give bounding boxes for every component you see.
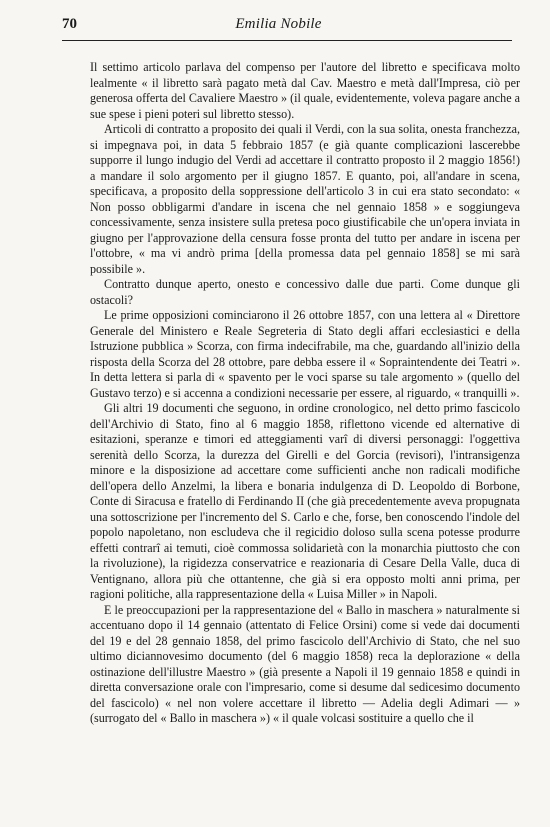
paragraph: E le preoccupazioni per la rappresentazione del « Ballo in maschera » naturalmente si accentuano dopo il 14 gennaio (attentato di Felice Orsini) come si vede dai documenti del 19 e del 28 gennaio 1858, del primo fascicolo dell'Archivio di Stato, che nel suo ultimo diciannovesimo documento (del 6 maggio 1858) reca la deplorazione « della ostinazione dell'illustre Maestro » (già presente a Napoli il 19 gennaio 1858 e quindi in diretta conversazione orale con l'impresario, come si desume dal sedicesimo documento del fascicolo) « nel non volere accettare il libretto — Adelia degli Adimari — » (surrogato del « Ballo in maschera ») « il quale volcasi sostituire a quello che il [90,602,520,725]
header-rule [62,40,512,41]
paragraph: Articoli di contratto a proposito dei quali il Verdi, con la sua solita, onesta franchezza, si impegnava poi, in data 5 febbraio 1857 (e già quante complicazioni lascerebbe supporre il lungo indugio del Verdi ad accettare il contratto proposto il 2 maggio 1856!) a mandare il solo argomento per il giugno 1857. E quanto, poi, all'andare in scena, specificava, a proposito della soppressione dell'articolo 3 in cui era stato secondato: « Non posso obbligarmi d'andare in iscena che nel gennaio 1858 » e soggiungeva concessivamente, senza insistere sulla pretesa poco giustificabile che un'opera inviata in giugno per l'approvazione della censura fosse pronta del tutto per andare in iscena per l'ottobre, « ma vi andrò prima [della promessa data pel gennaio 1858] se mi sarà possibile ». [90,122,520,276]
paragraph: Le prime opposizioni cominciarono il 26 ottobre 1857, con una lettera al « Direttore Generale del Ministero e Reale Segreteria di Stato degli affari ecclesiastici e della Istruzione pubblica » Scorza, con firma indecifrabile, ma che, guardando all'inizio della risposta della Scorza del 28 ottobre, pare debba essere il « Sopraintendente dei Teatri ». In detta lettera si parla di « spavento per le voci sparse su tale argomento » (quello del Gustavo terzo) e si accenna a condizioni necessarie per essere, al riguardo, « tranquilli ». [90,308,520,400]
page-number: 70 [62,16,77,32]
paragraph: Il settimo articolo parlava del compenso per l'autore del libretto e specificava molto lealmente « il libretto sarà pagato metà dal Cav. Maestro e metà dall'Impresa, ciò per generosa offerta del Cavaliere Maestro » (il quale, evidentemente, voleva pagare anche a sue spese i pieni poteri sul libretto stesso). [90,60,520,121]
paragraph: Gli altri 19 documenti che seguono, in ordine cronologico, nel detto primo fascicolo dell'Archivio di Stato, fino al 6 maggio 1858, riflettono vicende ed alternative di esitazioni, speranze e timori ed atteggiamenti varî di diversi personaggi: l'oggettiva serenità dello Scorza, la durezza del Girelli e del Gorcia (revisori), l'intransigenza minore e la disposizione ad accettare come sufficienti anche non radicali modifiche dell'opera dello Anzelmi, la libera e bonaria indulgenza di D. Leopoldo di Borbone, Conte di Siracusa e fratello di Ferdinando II (che già precedentemente aveva propugnata una sottoscrizione per l'incremento del S. Carlo e che, forse, ben conoscendo l'indole del popolo napoletano, non escludeva che il regicidio doloso sulla scena potesse produrre effetti contrarî ai temuti, cioè commossa solidarietà con la monarchia piuttosto che con la rivoluzione), la rigidezza conservatrice e reazionaria di Cesare Della Valle, duca di Ventignano, allora più che ottantenne, che già si era opposto molti anni prima, per ragioni politiche, alla rappresentazione della « Luisa Miller » in Napoli. [90,401,520,601]
page-header [62,16,510,40]
running-title: Emilia Nobile [235,16,322,32]
body-text [90,60,520,727]
paragraph: Contratto dunque aperto, onesto e concessivo dalle due parti. Come dunque gli ostacoli? [90,277,520,307]
